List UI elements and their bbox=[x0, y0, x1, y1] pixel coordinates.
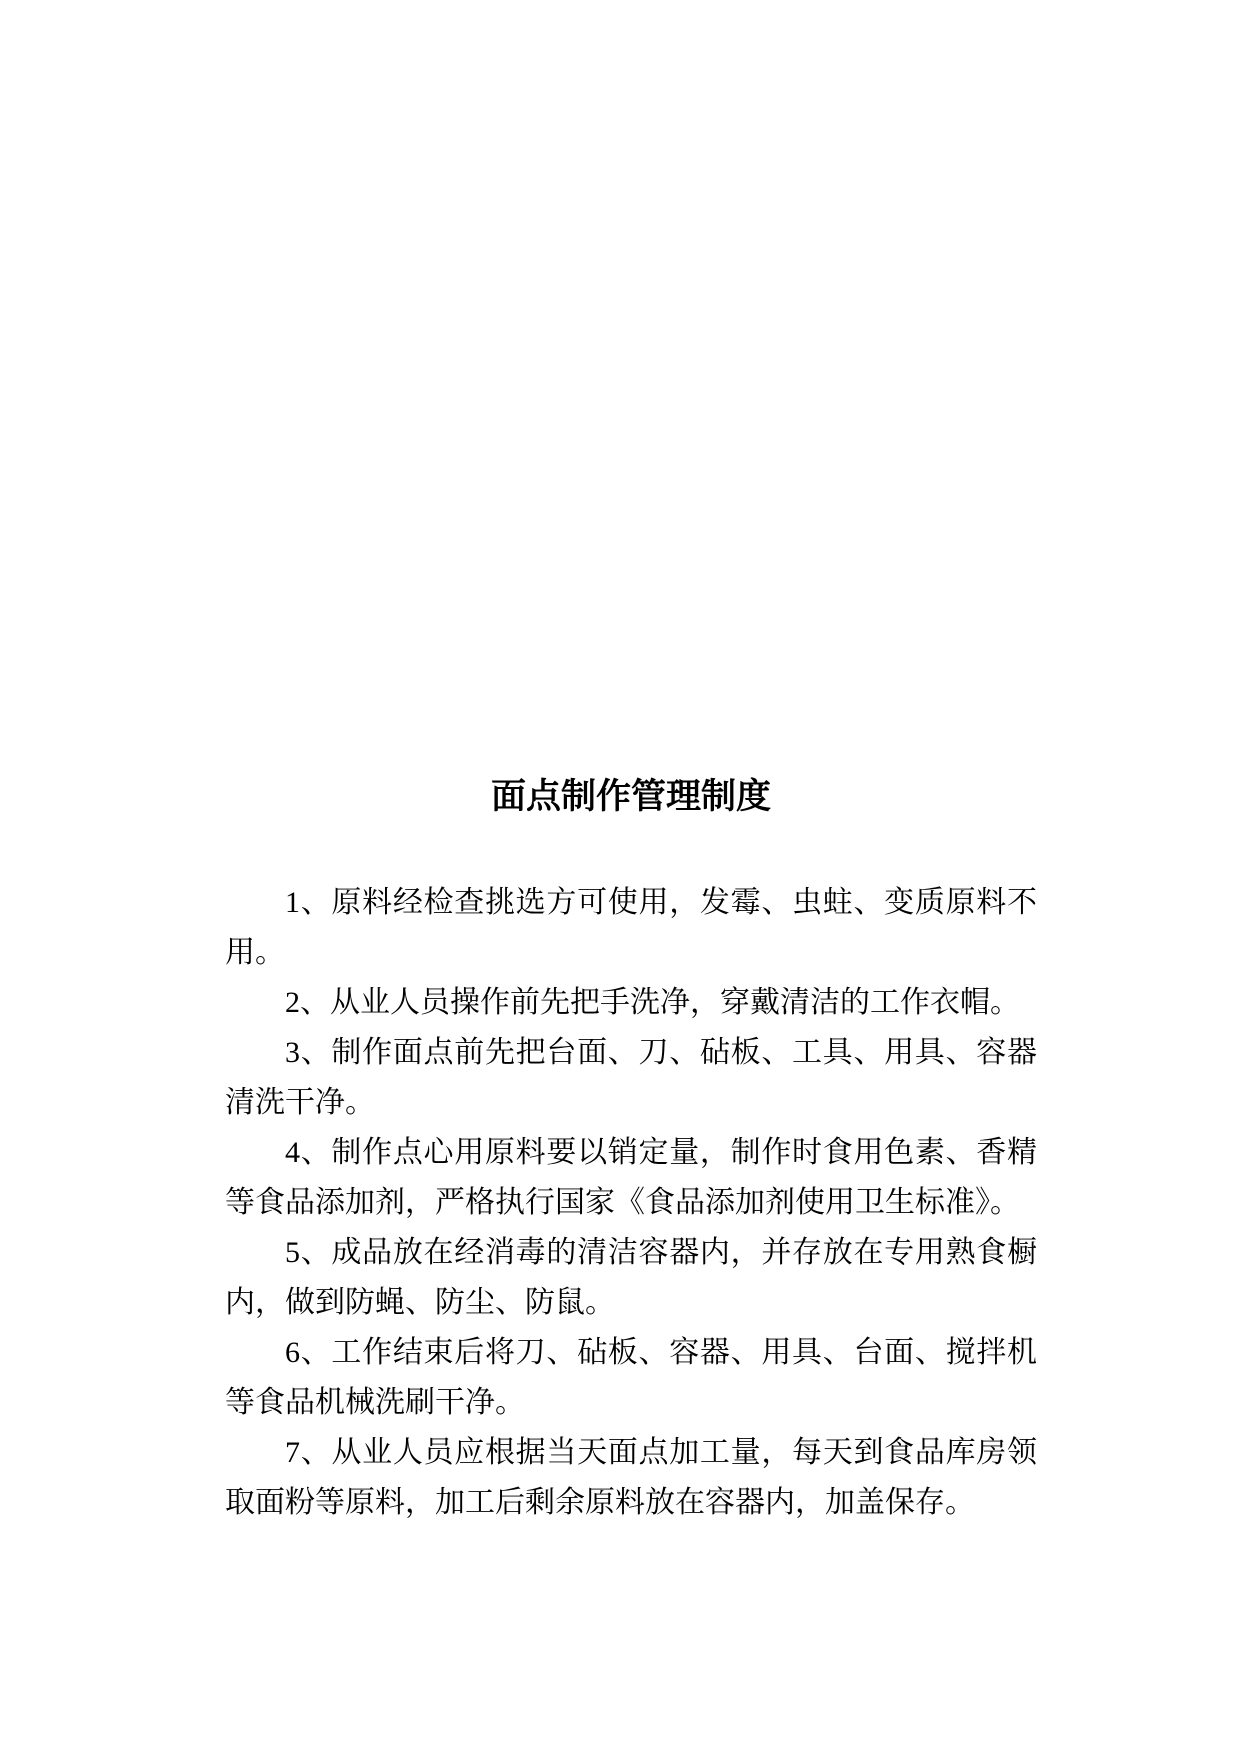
rule-item-3: 3、制作面点前先把台面、刀、砧板、工具、用具、容器清洗干净。 bbox=[225, 1036, 1037, 1119]
rule-item-1: 1、原料经检查挑选方可使用，发霉、虫蛀、变质原料不用。 bbox=[225, 886, 1037, 969]
page-title: 面点制作管理制度 bbox=[490, 777, 771, 816]
rule-item-5: 5、成品放在经消毒的清洁容器内，并存放在专用熟食橱内，做到防蝇、防尘、防鼠。 bbox=[225, 1236, 1037, 1319]
document-content bbox=[225, 772, 1037, 1528]
document-body bbox=[225, 878, 1037, 1528]
rule-item-6: 6、工作结束后将刀、砧板、容器、用具、台面、搅拌机等食品机械洗刷干净。 bbox=[225, 1336, 1037, 1419]
rule-item-2: 2、从业人员操作前先把手洗净，穿戴清洁的工作衣帽。 bbox=[285, 986, 1020, 1019]
rule-item-4: 4、制作点心用原料要以销定量，制作时食用色素、香精等食品添加剂，严格执行国家《食品添加剂使用卫生标准》。 bbox=[225, 1136, 1037, 1219]
rule-item-7: 7、从业人员应根据当天面点加工量，每天到食品库房领取面粉等原料，加工后剩余原料放在容器内，加盖保存。 bbox=[225, 1436, 1037, 1519]
